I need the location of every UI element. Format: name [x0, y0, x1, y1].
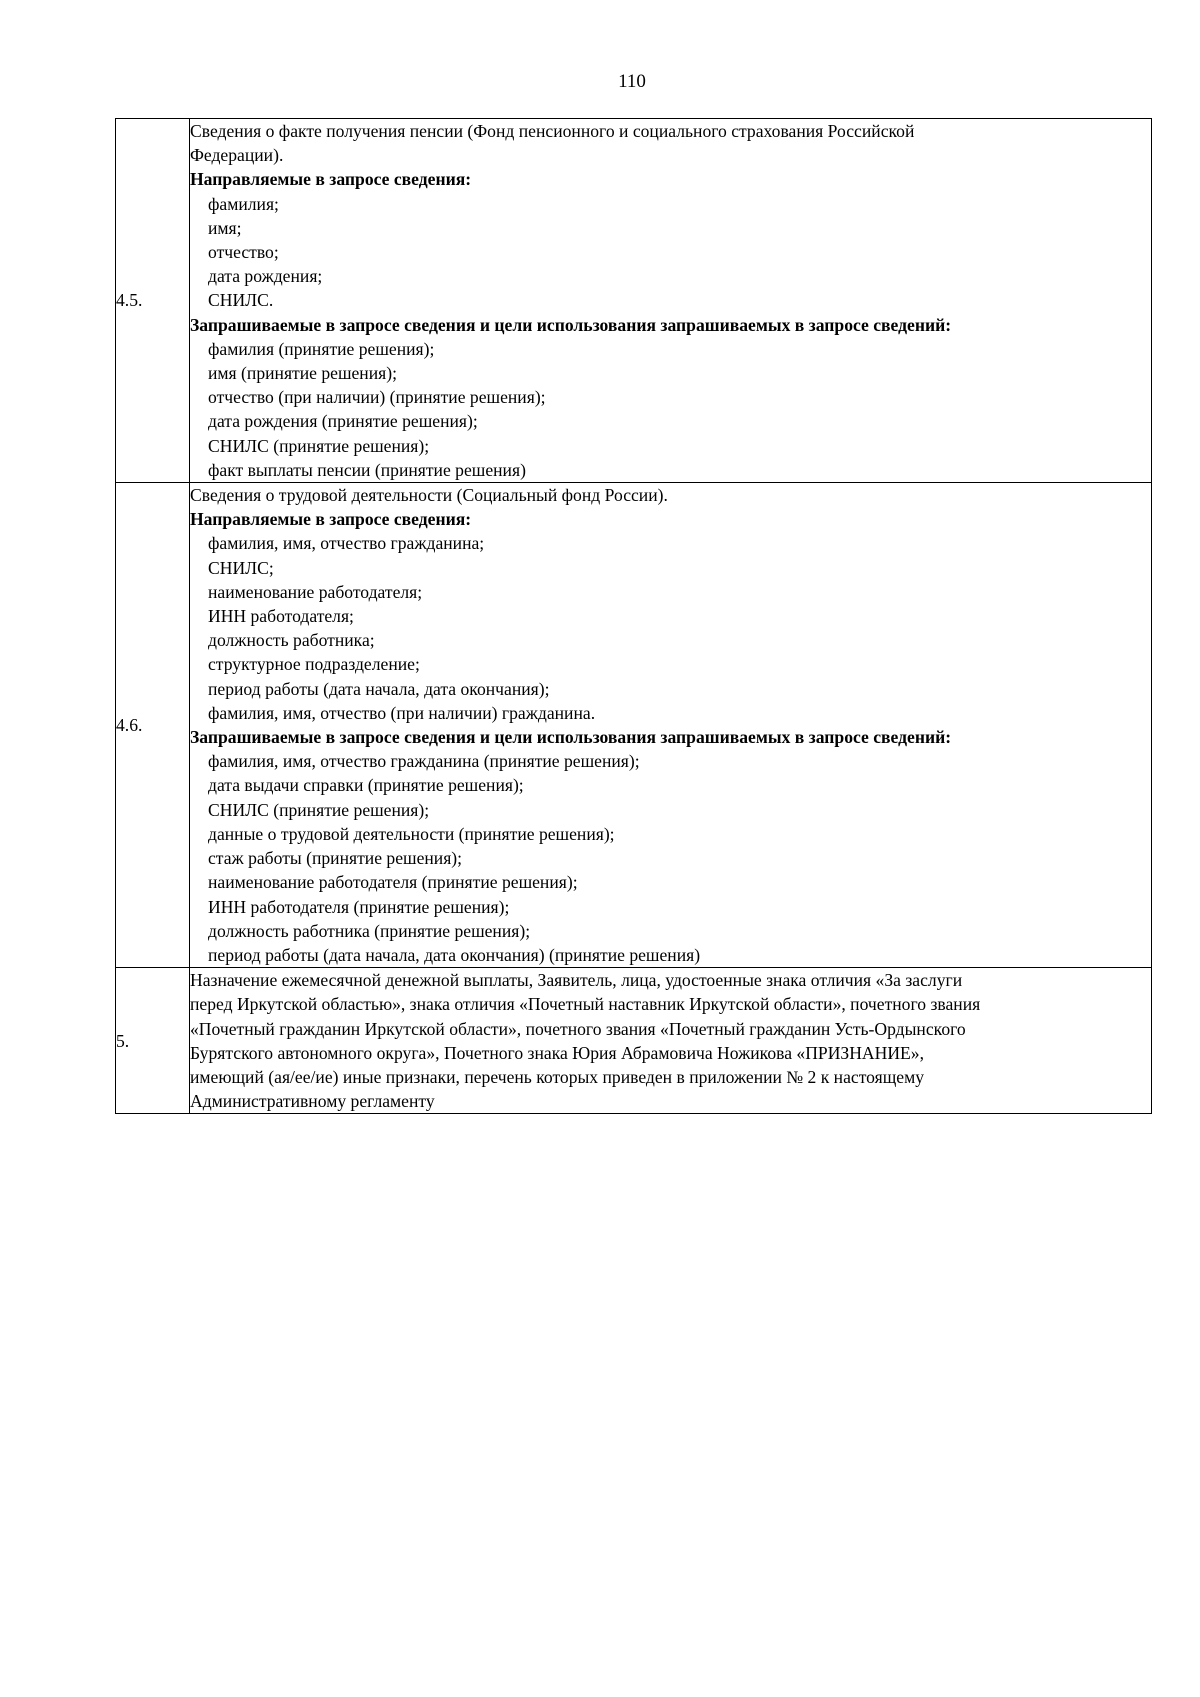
list-item: стаж работы (принятие решения); — [208, 848, 463, 869]
table-body — [116, 119, 1152, 1114]
paragraph-line: имеющий (ая/ее/ие) иные признаки, перечень которых приведен в приложении № 2 к настоящему — [190, 1066, 924, 1087]
row-number: 5. — [116, 968, 190, 1114]
list-item: период работы (дата начала, дата окончания) (принятие решения) — [208, 944, 701, 965]
list-item: фамилия, имя, отчество гражданина (принятие решения); — [208, 751, 640, 772]
list-item: период работы (дата начала, дата окончания); — [208, 678, 550, 699]
section-heading: Запрашиваемые в запросе сведения и цели использования запрашиваемых в запросе сведений: — [190, 314, 952, 335]
paragraph-line: Федерации). — [190, 145, 284, 166]
table-row — [116, 968, 1152, 1114]
paragraph-line: перед Иркутской областью», знака отличия «Почетный наставник Иркутской области», почетного звания — [190, 994, 981, 1015]
list-item: фамилия, имя, отчество гражданина; — [208, 533, 485, 554]
paragraph-line: Назначение ежемесячной денежной выплаты, Заявитель, лица, удостоенные знака отличия «За заслуги — [190, 970, 963, 991]
list-item: факт выплаты пенсии (принятие решения) — [208, 459, 526, 480]
list-item: ИНН работодателя (принятие решения); — [208, 896, 510, 917]
list-item: фамилия; — [208, 193, 279, 214]
list-item: структурное подразделение; — [208, 654, 420, 675]
paragraph-line: Сведения о факте получения пенсии (Фонд пенсионного и социального страхования Российской — [190, 121, 915, 141]
list-item: отчество; — [208, 242, 279, 263]
section-heading: Запрашиваемые в запросе сведения и цели использования запрашиваемых в запросе сведений: — [190, 727, 952, 748]
list-item: фамилия (принятие решения); — [208, 338, 435, 359]
page-number: 110 — [618, 71, 646, 92]
list-item: наименование работодателя (принятие решения); — [208, 872, 578, 893]
list-item: дата выдачи справки (принятие решения); — [208, 775, 524, 796]
list-item: данные о трудовой деятельности (принятие решения); — [208, 823, 615, 844]
section-heading: Направляемые в запросе сведения: — [190, 169, 472, 190]
list-item: имя (принятие решения); — [208, 363, 397, 384]
paragraph-line: Бурятского автономного округа», Почетного знака Юрия Абрамовича Ножикова «ПРИЗНАНИЕ», — [190, 1042, 924, 1063]
list-item: дата рождения; — [208, 266, 323, 287]
list-item: должность работника (принятие решения); — [208, 920, 531, 941]
table-row — [116, 483, 1152, 968]
list-item: СНИЛС (принятие решения); — [208, 799, 430, 820]
document-table — [115, 118, 1152, 1114]
table-row — [116, 119, 1152, 483]
row-number: 4.6. — [116, 483, 190, 968]
list-item: имя; — [208, 217, 242, 238]
row-number: 4.5. — [116, 119, 190, 483]
paragraph-line: «Почетный гражданин Иркутской области», почетного звания «Почетный гражданин Усть-Ордынского — [190, 1018, 966, 1039]
row-content — [190, 968, 1152, 1114]
list-item: ИНН работодателя; — [208, 606, 354, 627]
list-item: СНИЛС (принятие решения); — [208, 435, 430, 456]
list-item: СНИЛС. — [208, 290, 274, 311]
row-content — [190, 483, 1152, 968]
list-item: наименование работодателя; — [208, 581, 423, 602]
paragraph-line: Административному регламенту — [190, 1091, 435, 1112]
row-content — [190, 119, 1152, 483]
paragraph-line: Сведения о трудовой деятельности (Социальный фонд России). — [190, 485, 668, 506]
list-item: отчество (при наличии) (принятие решения); — [208, 387, 546, 408]
list-item: СНИЛС; — [208, 557, 274, 578]
list-item: должность работника; — [208, 630, 375, 651]
list-item: фамилия, имя, отчество (при наличии) гражданина. — [208, 702, 596, 723]
list-item: дата рождения (принятие решения); — [208, 411, 478, 432]
section-heading: Направляемые в запросе сведения: — [190, 509, 472, 530]
